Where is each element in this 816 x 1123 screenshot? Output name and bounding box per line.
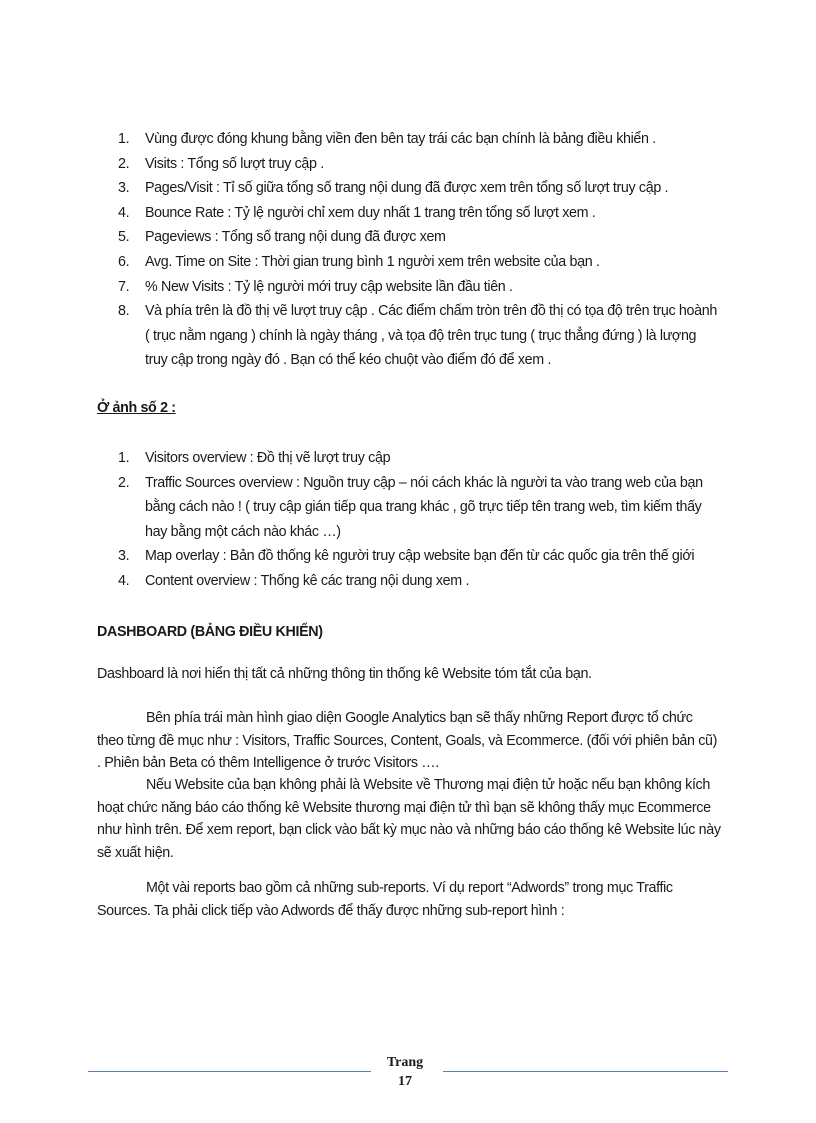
footer-rule-right	[443, 1071, 728, 1072]
list-item	[118, 446, 718, 471]
list-item-text: Pages/Visit : Tỉ số giữa tổng số trang nội dung đã được xem trên tổng số lượt truy cập .	[145, 180, 669, 197]
list-item	[118, 250, 718, 275]
paragraph-ecommerce-note: Nếu Website của bạn không phải là Website về Thương mại điện tử hoặc nếu bạn không kích hoạt chức năng báo cáo thống kê Website thương mại điện tử thì bạn sẽ không thấy mục Ecommerce như hình trên. Để xem report, bạn click vào bất kỳ mục nào và những báo cáo thống kê Website lúc này sẽ xuất hiện.	[97, 777, 721, 862]
list-item	[118, 275, 718, 300]
footer-rule-left	[88, 1071, 371, 1072]
list-item-number: 2.	[118, 474, 130, 491]
list-item-text: Và phía trên là đồ thị vẽ lượt truy cập . Các điểm chấm tròn trên đồ thị có tọa độ trên trục hoành ( trục nằm ngang ) chính là ngày tháng , và tọa độ trên trục tung ( trục thẳng đứng ) là lượng truy cập trong ngày đó . Bạn có thể kéo chuột vào điểm đó để xem .	[145, 303, 717, 369]
list-item-number: 5.	[118, 229, 130, 246]
list-item-number: 4.	[118, 572, 130, 589]
list-item-number: 1.	[118, 450, 130, 466]
paragraph-intro: Dashboard là nơi hiển thị tất cả những thông tin thống kê Website tóm tắt của bạn.	[97, 666, 592, 682]
list-item-text: Visitors overview : Đồ thị vẽ lượt truy cập	[145, 450, 391, 466]
footer-page-number	[380, 1053, 430, 1091]
paragraph-sub-reports: Một vài reports bao gồm cả những sub-reports. Ví dụ report “Adwords” trong mục Traffic Sources. Ta phải click tiếp vào Adwords để thấy được những sub-report hình :	[97, 880, 673, 919]
footer-page-value: 17	[398, 1074, 412, 1089]
list-item	[118, 201, 718, 226]
list-item-text: Bounce Rate : Tỷ lệ người chỉ xem duy nhất 1 trang trên tổng số lượt xem .	[145, 204, 596, 221]
list-item-number: 6.	[118, 253, 130, 270]
list-item-number: 8.	[118, 303, 130, 320]
section-heading-image-2: Ở ảnh số 2 :	[97, 400, 176, 416]
list-item	[118, 127, 718, 152]
list-item-number: 1.	[118, 131, 130, 147]
list-item	[118, 569, 718, 594]
list-item	[118, 225, 718, 250]
paragraph-report-categories: Bên phía trái màn hình giao diện Google Analytics bạn sẽ thấy những Report được tổ chức theo từng đề mục như : Visitors, Traffic Sources, Content, Goals, và Ecommerce. (đối với phiên bản cũ) . Phiên bản Beta có thêm Intelligence ở trước Visitors ….	[97, 710, 718, 772]
list-item	[118, 152, 718, 177]
list-item	[118, 299, 718, 373]
list-item-text: Pageviews : Tổng số trang nội dung đã được xem	[145, 229, 446, 246]
numbered-list-dashboard-metrics	[118, 127, 718, 373]
list-item-text: Visits : Tổng số lượt truy cập .	[145, 155, 324, 172]
list-item-text: Vùng được đóng khung bằng viền đen bên tay trái các bạn chính là bảng điều khiển .	[145, 131, 656, 147]
list-item-text: Traffic Sources overview : Nguồn truy cập – nói cách khác là người ta vào trang web của bạn bằng cách nào ! ( truy cập gián tiếp qua trang khác , gõ trực tiếp tên trang web, tìm kiếm thấy hay bằng một cách nào khác …)	[145, 474, 703, 540]
list-item-number: 2.	[118, 155, 130, 172]
list-item	[118, 471, 718, 545]
list-item	[118, 544, 718, 569]
list-item-text: Map overlay : Bản đồ thống kê người truy cập website bạn đến từ các quốc gia trên thế giới	[145, 548, 695, 565]
list-item-number: 3.	[118, 548, 130, 565]
list-item-text: Content overview : Thống kê các trang nội dung xem .	[145, 572, 470, 589]
list-item-number: 7.	[118, 278, 130, 295]
numbered-list-overview-sections	[118, 446, 718, 594]
list-item-text: % New Visits : Tỷ lệ người mới truy cập website lần đầu tiên .	[145, 278, 513, 295]
list-item-number: 4.	[118, 204, 130, 221]
footer-page-label: Trang	[386, 1055, 424, 1070]
section-heading-dashboard: DASHBOARD (BẢNG ĐIỀU KHIỂN)	[97, 624, 323, 640]
list-item-text: Avg. Time on Site : Thời gian trung bình 1 người xem trên website của bạn .	[145, 253, 600, 270]
list-item	[118, 176, 718, 201]
list-item-number: 3.	[118, 180, 130, 197]
